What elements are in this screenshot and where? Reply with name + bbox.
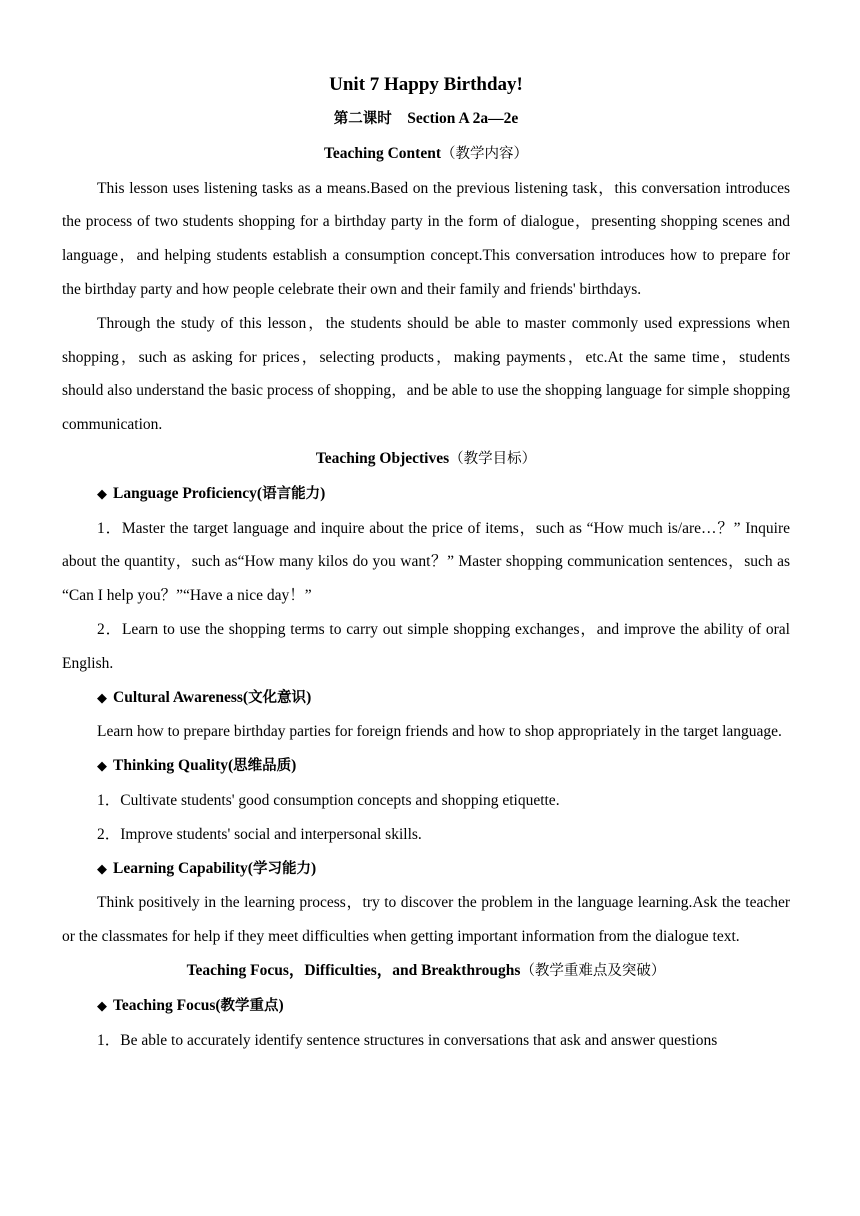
thinking-quality-label: Thinking Quality( [113,757,234,775]
teaching-focus-label-close: ) [278,996,284,1014]
language-proficiency-label-close: ) [320,484,326,502]
lesson-subtitle-cn: 第二课时 [333,111,392,127]
lesson-subtitle-en: Section A 2a—2e [407,110,519,127]
diamond-bullet-icon: ◆ [97,486,107,502]
document-body [62,68,790,1057]
lesson-subtitle [62,102,790,137]
learning-capability-heading [62,852,790,887]
diamond-bullet-icon: ◆ [97,690,107,706]
teaching-content-paragraph-1: This lesson uses listening tasks as a means.Based on the previous listening task，this conversation introduces the process of two students shopping for a birthday party in the form of dialogue，presenting shopping scenes and language，and helping students establish a consumption concept.This conversation introduces how to prepare for the birthday party and how people celebrate their own and their family and friends' birthdays. [62,179,790,298]
teaching-objectives-heading-en: Teaching Objectives [315,449,450,467]
teaching-objectives-heading [62,442,790,477]
learning-capability-label-cn: 学习能力 [252,860,311,877]
learning-capability-label-close: ) [310,859,317,877]
cultural-awareness-text: Learn how to prepare birthday parties for foreign friends and how to shop appropriately in the target language. [97,723,782,741]
teaching-content-heading [62,137,790,172]
teaching-content-heading-en: Teaching Content [324,144,441,162]
language-proficiency-label-cn: 语言能力 [262,485,321,502]
teaching-focus-item-1: 1．Be able to accurately identify sentence structures in conversations that ask and answer questions [97,1031,718,1049]
diamond-bullet-icon: ◆ [97,861,107,877]
cultural-awareness-label: Cultural Awareness( [113,688,249,706]
language-proficiency-heading [62,477,790,512]
teaching-focus-subheading [62,989,790,1024]
teaching-focus-heading-en: Teaching Focus，Difficulties，and Breakthroughs [186,961,521,979]
language-proficiency-item-2: 2．Learn to use the shopping terms to carry out simple shopping exchanges，and improve the ability of oral English. [62,620,790,672]
learning-capability-text: Think positively in the learning process，try to discover the problem in the language learning.Ask the teacher or the classmates for help if they meet difficulties when getting important information from the dialogue text. [62,894,790,946]
learning-capability-label: Learning Capability( [113,859,253,877]
teaching-content-heading-cn: （教学内容） [440,145,528,162]
thinking-quality-item-1: 1．Cultivate students' good consumption concepts and shopping etiquette. [97,791,560,809]
teaching-objectives-heading-cn: （教学目标） [449,450,537,467]
cultural-awareness-label-close: ) [306,688,312,706]
diamond-bullet-icon: ◆ [97,759,107,775]
thinking-quality-item-2: 2．Improve students' social and interpersonal skills. [97,825,422,843]
diamond-bullet-icon: ◆ [97,998,107,1014]
thinking-quality-label-close: ) [291,757,297,775]
cultural-awareness-label-cn: 文化意识 [248,689,307,706]
teaching-focus-label-cn: 教学重点 [220,997,279,1014]
cultural-awareness-heading [62,681,790,716]
thinking-quality-heading [62,749,790,784]
teaching-focus-label: Teaching Focus( [113,996,221,1014]
teaching-content-paragraph-2: Through the study of this lesson，the students should be able to master commonly used expressions when shopping，such as asking for prices，selecting products，making payments，etc.At the same time，students should also understand the basic process of shopping，and be able to use the shopping language for simple shopping communication. [62,314,790,434]
unit-title: Unit 7 Happy Birthday! [329,74,523,95]
teaching-focus-heading [62,954,790,989]
language-proficiency-label: Language Proficiency( [113,484,263,502]
thinking-quality-label-cn: 思维品质 [233,758,292,775]
language-proficiency-item-1: 1．Master the target language and inquire about the price of items，such as “How much is/are…？” Inquire about the quantity，such as“How many kilos do you want？” Master shopping communication sentences，such as “Can I help you？”“Have a nice day！” [62,519,790,605]
teaching-focus-heading-cn: （教学重难点及突破） [520,962,666,979]
